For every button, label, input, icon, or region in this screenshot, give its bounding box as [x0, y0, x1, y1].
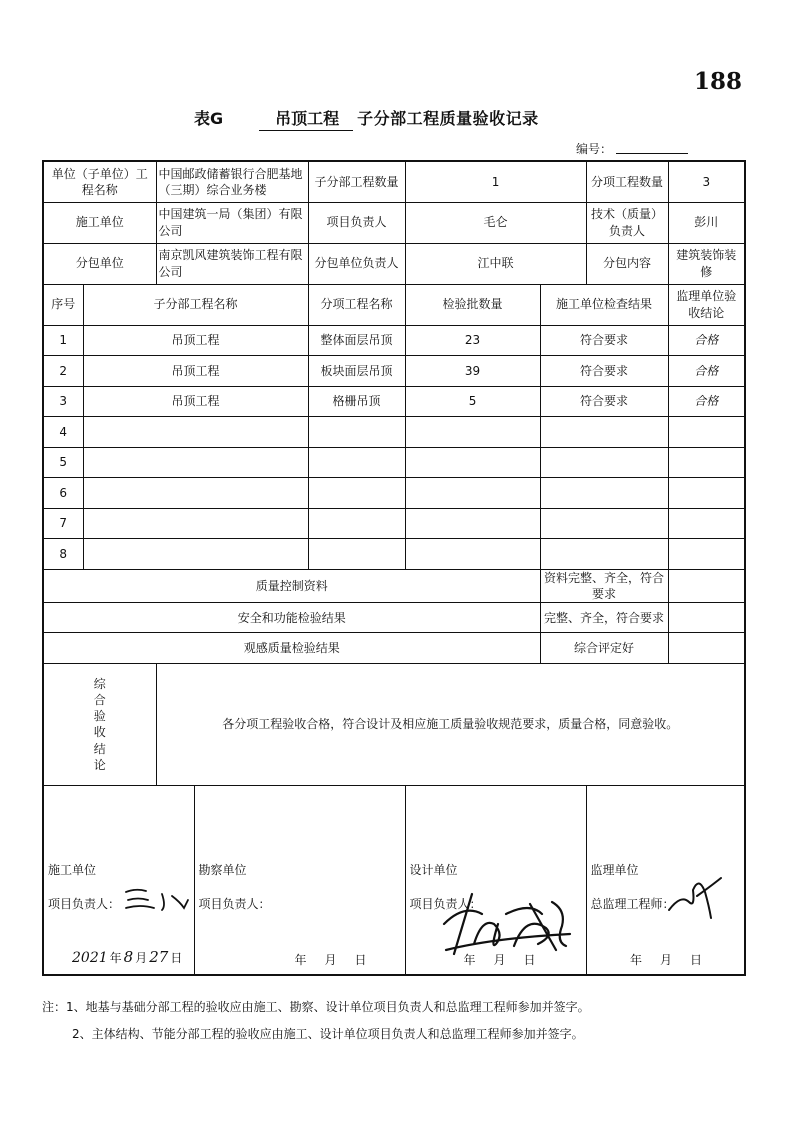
subdivision-name: 吊顶工程: [259, 106, 353, 131]
handwritten-signature-icon: [122, 882, 192, 912]
summary-label: [43, 663, 156, 785]
row-conclusion: [668, 539, 745, 570]
item-count-value: 3: [668, 161, 745, 202]
month-unit: 月: [324, 953, 337, 968]
row-conclusion: [668, 447, 745, 478]
handwritten-signature-icon: [667, 872, 723, 922]
row-batch: [405, 478, 540, 509]
row-check: 符合要求: [540, 386, 668, 417]
row-sub-name: 吊顶工程: [83, 325, 308, 356]
table-row: [43, 386, 745, 417]
row-conclusion-handwritten: 合格: [668, 356, 745, 387]
day-unit: 日: [170, 951, 183, 966]
sub-head-value: 江中联: [405, 243, 586, 284]
row-check: [540, 539, 668, 570]
sub-count-value: 1: [405, 161, 586, 202]
sign-org: 监理单位: [590, 862, 639, 877]
sign-org: 设计单位: [409, 862, 458, 877]
row-sub-name: 吊顶工程: [83, 386, 308, 417]
row-conclusion: [668, 508, 745, 539]
row-item-name: [308, 539, 405, 570]
table-row: [43, 508, 745, 539]
unit-value: 中国邮政储蓄银行合肥基地（三期）综合业务楼: [156, 161, 308, 202]
row-seq: 8: [43, 539, 83, 570]
table-row: [43, 447, 745, 478]
serial-label: 编号：: [576, 142, 613, 156]
subcontractor-value: 南京凯风建筑装饰工程有限公司: [156, 243, 308, 284]
sign-block-contractor: [43, 785, 194, 975]
sub-count-label: 子分部工程数量: [308, 161, 405, 202]
form-title-text: 子分部工程质量验收记录: [357, 109, 539, 128]
table-row: [43, 356, 745, 387]
sub-head-label: 分包单位负责人: [308, 243, 405, 284]
sign-month: 8: [123, 948, 134, 967]
quality-result: 资料完整、齐全，符合要求: [540, 569, 668, 602]
row-sub-name: [83, 478, 308, 509]
row-check: 符合要求: [540, 356, 668, 387]
sign-date: [446, 952, 536, 968]
row-sub-name: [83, 508, 308, 539]
row-item-name: [308, 417, 405, 448]
sign-person-label: 项目负责人：: [198, 896, 271, 911]
row-batch: 39: [405, 356, 540, 387]
tech-value: 彭川: [668, 202, 745, 243]
summary-text: 各分项工程验收合格，符合设计及相应施工质量验收规范要求，质量合格，同意验收。: [156, 663, 745, 785]
note-1: 注：1、地基与基础分部工程的验收应由施工、勘察、设计单位项目负责人和总监理工程师参加并签字。: [42, 1000, 590, 1014]
unit-label: 单位（子单位）工程名称: [43, 161, 156, 202]
table-row: [43, 417, 745, 448]
pm-value: 毛仑: [405, 202, 586, 243]
page-number: 188: [693, 68, 742, 95]
row-check: [540, 508, 668, 539]
summary-label-char: 验: [93, 709, 106, 724]
sign-block-survey: [194, 785, 405, 975]
item-count-label: 分项工程数量: [586, 161, 668, 202]
row-seq: 1: [43, 325, 83, 356]
year-unit: 年: [463, 953, 476, 968]
sign-block-design: [405, 785, 586, 975]
month-unit: 月: [493, 953, 506, 968]
table-row: [43, 478, 745, 509]
form-title: [194, 106, 539, 131]
row-check: [540, 478, 668, 509]
row-seq: 2: [43, 356, 83, 387]
sign-year: 2021: [72, 950, 108, 967]
day-unit: 日: [523, 953, 536, 968]
quality-label: 质量控制资料: [43, 569, 540, 602]
column-supervisor: 监理单位验收结论: [668, 284, 745, 325]
year-unit: 年: [109, 951, 122, 966]
contractor-value: 中国建筑一局（集团）有限公司: [156, 202, 308, 243]
quality-supervisor: [668, 602, 745, 633]
day-unit: 日: [354, 953, 367, 968]
row-item-name: 整体面层吊顶: [308, 325, 405, 356]
summary-label-char: 结: [93, 741, 106, 756]
tech-label: 技术（质量）负责人: [586, 202, 668, 243]
row-sub-name: [83, 539, 308, 570]
row-sub-name: 吊顶工程: [83, 356, 308, 387]
sign-day: 27: [149, 948, 169, 967]
acceptance-form-table: [42, 160, 746, 976]
quality-row: [43, 602, 745, 633]
row-batch: 23: [405, 325, 540, 356]
sign-person-label: 总监理工程师：: [590, 896, 675, 911]
serial-number: [576, 140, 688, 157]
sign-org: 勘察单位: [198, 862, 247, 877]
row-item-name: [308, 478, 405, 509]
row-batch: [405, 539, 540, 570]
table-row: [43, 325, 745, 356]
row-item-name: 板块面层吊顶: [308, 356, 405, 387]
row-check: [540, 447, 668, 478]
row-conclusion: [668, 478, 745, 509]
note-2: 2、主体结构、节能分部工程的验收应由施工、设计单位项目负责人和总监理工程师参加并签字。: [72, 1027, 584, 1041]
column-sub-name: 子分部工程名称: [83, 284, 308, 325]
row-seq: 6: [43, 478, 83, 509]
row-batch: [405, 508, 540, 539]
quality-row: [43, 569, 745, 602]
sub-content-label: 分包内容: [586, 243, 668, 284]
quality-label: 观感质量检验结果: [43, 633, 540, 664]
quality-label: 安全和功能检验结果: [43, 602, 540, 633]
contractor-label: 施工单位: [43, 202, 156, 243]
row-seq: 3: [43, 386, 83, 417]
summary-label-char: 收: [93, 725, 106, 740]
column-batch: 检验批数量: [405, 284, 540, 325]
row-item-name: 格栅吊顶: [308, 386, 405, 417]
row-item-name: [308, 447, 405, 478]
sign-date: [612, 952, 702, 968]
column-seq: 序号: [43, 284, 83, 325]
row-sub-name: [83, 417, 308, 448]
year-unit: 年: [294, 953, 307, 968]
serial-number-field: [616, 140, 688, 154]
row-seq: 5: [43, 447, 83, 478]
sub-content-value: 建筑装饰装修: [668, 243, 745, 284]
quality-supervisor: [668, 633, 745, 664]
row-conclusion-handwritten: 合格: [668, 325, 745, 356]
row-seq: 7: [43, 508, 83, 539]
row-batch: [405, 447, 540, 478]
pm-label: 项目负责人: [308, 202, 405, 243]
row-conclusion-handwritten: 合格: [668, 386, 745, 417]
form-code: 表G: [194, 109, 224, 128]
sign-person-label: 项目负责人：: [48, 896, 121, 911]
table-row: [43, 539, 745, 570]
row-seq: 4: [43, 417, 83, 448]
column-item-name: 分项工程名称: [308, 284, 405, 325]
sign-block-supervisor: [586, 785, 745, 975]
sign-person-label: 项目负责人：: [409, 896, 482, 911]
summary-label-char: 合: [93, 693, 106, 707]
quality-row: [43, 633, 745, 664]
quality-result: 综合评定好: [540, 633, 668, 664]
day-unit: 日: [690, 953, 703, 968]
column-check: 施工单位检查结果: [540, 284, 668, 325]
row-check: 符合要求: [540, 325, 668, 356]
notes: [42, 994, 590, 1048]
sign-date: [72, 947, 182, 968]
row-sub-name: [83, 447, 308, 478]
year-unit: 年: [630, 953, 643, 968]
month-unit: 月: [660, 953, 673, 968]
sign-date: [276, 952, 366, 968]
row-item-name: [308, 508, 405, 539]
sign-org: 施工单位: [48, 862, 97, 877]
quality-result: 完整、齐全，符合要求: [540, 602, 668, 633]
quality-supervisor: [668, 569, 745, 602]
summary-label-char: 综: [93, 676, 106, 691]
row-check: [540, 417, 668, 448]
month-unit: 月: [135, 951, 148, 966]
row-batch: [405, 417, 540, 448]
subcontractor-label: 分包单位: [43, 243, 156, 284]
row-conclusion: [668, 417, 745, 448]
row-batch: 5: [405, 386, 540, 417]
summary-label-char: 论: [93, 757, 106, 772]
